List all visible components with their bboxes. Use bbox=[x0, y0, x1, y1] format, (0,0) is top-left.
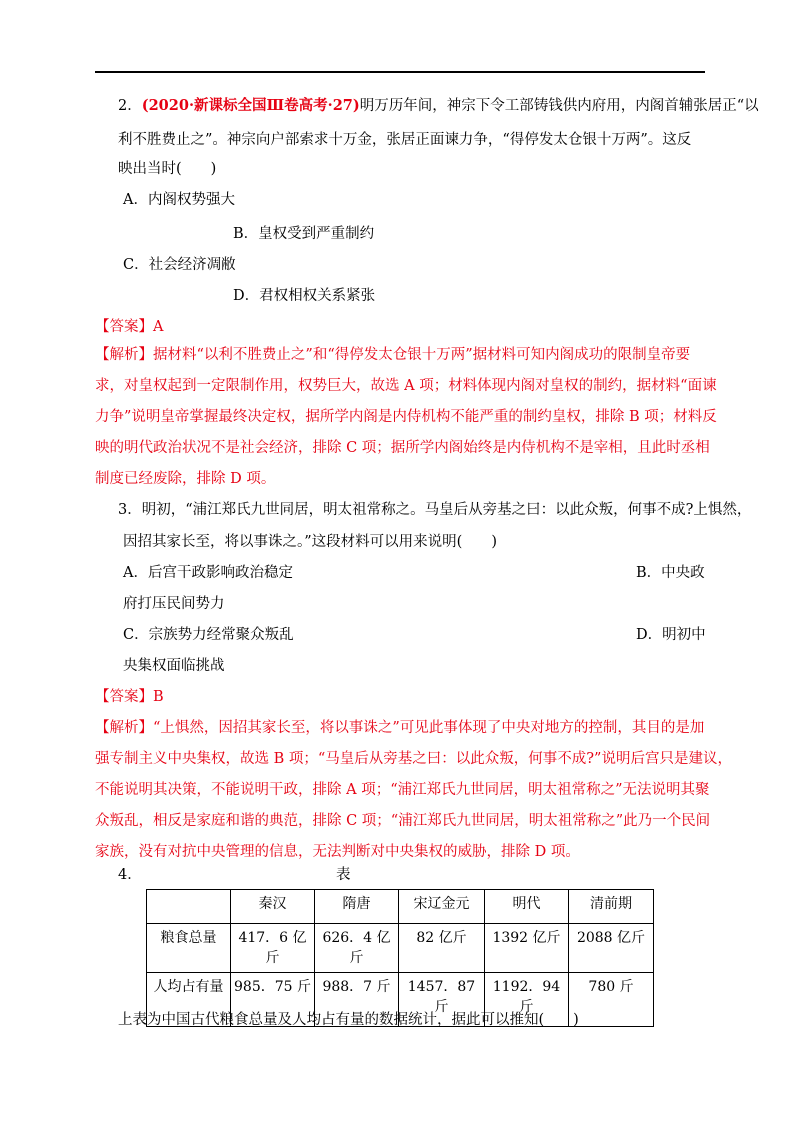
q3-option-d: D．明初中 bbox=[636, 627, 706, 643]
q2-stem-line1 bbox=[118, 96, 759, 116]
q3-analysis-line: 不能说明其决策，不能说明干政，排除 A 项；“浦江郑氏九世同居，明太祖常称之”无法说明其聚 bbox=[95, 782, 710, 798]
table-header-cell: 隋唐 bbox=[315, 890, 399, 924]
q2-analysis-line: 制度已经废除，排除 D 项。 bbox=[95, 471, 276, 487]
q3-option-b: B．中央政 bbox=[636, 565, 705, 581]
q3-answer: 【答案】B bbox=[95, 689, 164, 705]
q2-source: (2020·新课标全国Ⅲ卷高考·27) bbox=[141, 97, 360, 114]
q4-stem: 上表为中国古代粮食总量及人均占有量的数据统计，据此可以推知( ) bbox=[118, 1012, 579, 1028]
q3-option-b-cont: 府打压民间势力 bbox=[123, 596, 225, 612]
q2-option-b: B．皇权受到严重制约 bbox=[233, 226, 375, 242]
q2-stem-text: 明万历年间，神宗下令工部铸钱供内府用，内阁首辅张居正“以 bbox=[359, 98, 759, 114]
table-header-cell: 明代 bbox=[485, 890, 569, 924]
table-cell: 417．6 亿斤 bbox=[231, 924, 315, 973]
table-header-row bbox=[147, 890, 654, 924]
q2-option-a: A．内阁权势强大 bbox=[123, 192, 235, 208]
q2-number: 2． bbox=[118, 98, 142, 114]
q4-number: 4． bbox=[118, 867, 142, 883]
q2-analysis-line: 【解析】据材料“以利不胜费止之”和“得停发太仓银十万两”据材料可知内阁成功的限制皇帝要 bbox=[95, 347, 691, 363]
q4-table-caption: 表 bbox=[336, 867, 351, 883]
table-cell: 626．4 亿斤 bbox=[315, 924, 399, 973]
table-cell: 1392 亿斤 bbox=[485, 924, 569, 973]
q2-analysis-line: 力争”说明皇帝掌握最终决定权，据所学内阁是内侍机构不能严重的制约皇权，排除 B 项；材料反 bbox=[95, 409, 717, 425]
q2-analysis-line: 映的明代政治状况不是社会经济，排除 C 项；据所学内阁始终是内侍机构不是宰相，且此时丞相 bbox=[95, 440, 710, 456]
table-header-cell: 宋辽金元 bbox=[399, 890, 485, 924]
q3-stem-line2: 因招其家长至，将以事诛之。”这段材料可以用来说明( ) bbox=[123, 534, 497, 550]
header-rule bbox=[95, 71, 705, 73]
table-header-cell bbox=[147, 890, 231, 924]
grain-table bbox=[146, 889, 654, 1027]
q3-option-c: C．宗族势力经常聚众叛乱 bbox=[123, 627, 294, 643]
table-row bbox=[147, 924, 654, 973]
q2-stem-line2: 利不胜费止之”。神宗向户部索求十万金，张居正面谏力争，“得停发太仓银十万两”。这反 bbox=[118, 132, 692, 148]
q3-option-a: A．后宫干政影响政治稳定 bbox=[123, 565, 293, 581]
table-cell: 780 斤 bbox=[569, 973, 654, 1027]
q3-stem-line1: 3．明初，“浦江郑氏九世同居，明太祖常称之。马皇后从旁基之曰：以此众叛，何事不成?上惧然， bbox=[118, 502, 752, 518]
table-header-cell: 秦汉 bbox=[231, 890, 315, 924]
q2-option-c: C．社会经济凋敝 bbox=[123, 257, 236, 273]
q3-option-d-cont: 央集权面临挑战 bbox=[123, 658, 225, 674]
table-cell: 82 亿斤 bbox=[399, 924, 485, 973]
table-cell: 人均占有量 bbox=[147, 973, 231, 1027]
q3-analysis-line: 强专制主义中央集权，故选 B 项；“马皇后从旁基之曰：以此众叛，何事不成?”说明后宫只是建议， bbox=[95, 751, 732, 767]
q3-analysis-line: 众叛乱，相反是家庭和谐的典范，排除 C 项；“浦江郑氏九世同居，明太祖常称之”此乃一个民间 bbox=[95, 813, 711, 829]
table-cell: 1192．94 斤 bbox=[485, 973, 569, 1027]
q2-option-d: D．君权相权关系紧张 bbox=[233, 288, 376, 304]
q3-analysis-line: 【解析】“上惧然，因招其家长至，将以事诛之”可见此事体现了中央对地方的控制，其目的是加 bbox=[95, 720, 705, 736]
table-cell: 1457．87 斤 bbox=[399, 973, 485, 1027]
table-cell: 2088 亿斤 bbox=[569, 924, 654, 973]
table-cell: 粮食总量 bbox=[147, 924, 231, 973]
q2-answer: 【答案】A bbox=[95, 319, 164, 335]
table-cell: 985．75 斤 bbox=[231, 973, 315, 1027]
q2-analysis-line: 求，对皇权起到一定限制作用，权势巨大，故选 A 项；材料体现内阁对皇权的制约，据材料“面谏 bbox=[95, 378, 717, 394]
q3-analysis-line: 家族，没有对抗中央管理的信息，无法判断对中央集权的威胁，排除 D 项。 bbox=[95, 844, 580, 860]
q2-stem-line3: 映出当时( ) bbox=[118, 161, 217, 177]
table-header-cell: 清前期 bbox=[569, 890, 654, 924]
table-cell: 988．7 斤 bbox=[315, 973, 399, 1027]
